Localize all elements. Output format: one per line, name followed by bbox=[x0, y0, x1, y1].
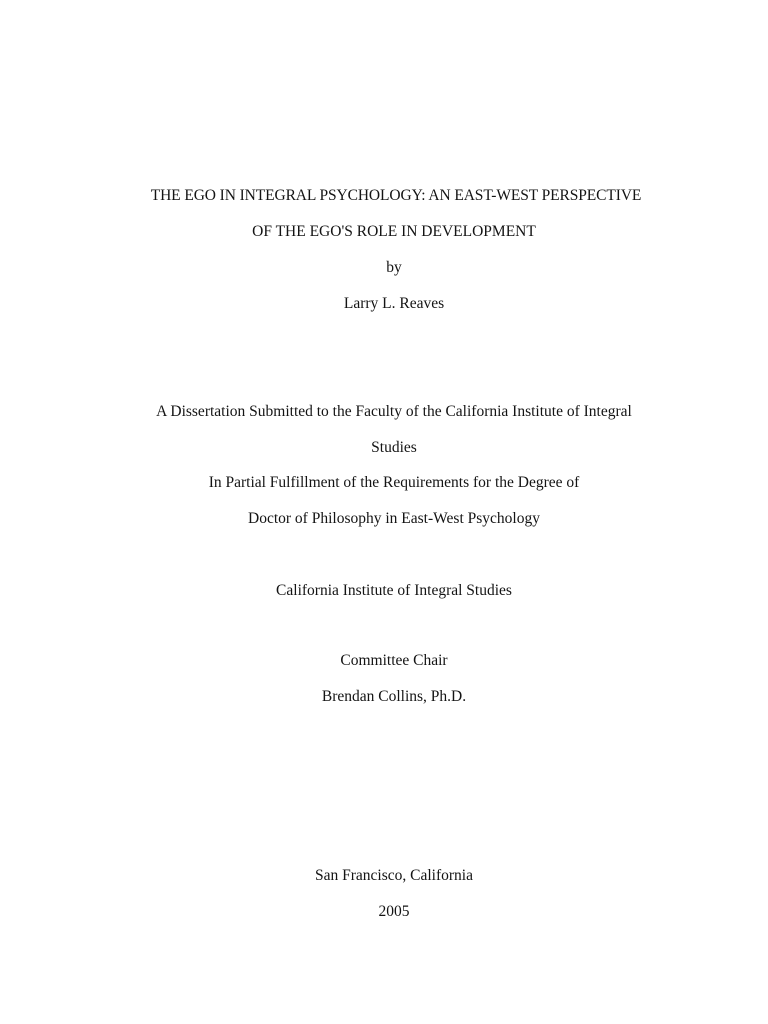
committee-chair-label: Committee Chair bbox=[340, 652, 448, 669]
submission-statement-line-1: A Dissertation Submitted to the Faculty of the California Institute of Integral bbox=[156, 403, 632, 420]
location: San Francisco, California bbox=[315, 867, 473, 884]
dissertation-title-line-2: OF THE EGO'S ROLE IN DEVELOPMENT bbox=[252, 223, 536, 240]
submission-statement-line-3: In Partial Fulfillment of the Requirements for the Degree of bbox=[208, 474, 580, 491]
dissertation-title-line-1: THE EGO IN INTEGRAL PSYCHOLOGY: AN EAST-WEST PERSPECTIVE bbox=[150, 187, 642, 204]
by-label: by bbox=[386, 259, 402, 276]
author-name: Larry L. Reaves bbox=[343, 295, 445, 312]
year: 2005 bbox=[378, 903, 410, 920]
institution-name: California Institute of Integral Studies bbox=[276, 582, 512, 599]
degree-name: Doctor of Philosophy in East-West Psychology bbox=[248, 510, 540, 527]
committee-chair-name: Brendan Collins, Ph.D. bbox=[321, 688, 467, 705]
submission-statement-line-2: Studies bbox=[371, 439, 417, 456]
